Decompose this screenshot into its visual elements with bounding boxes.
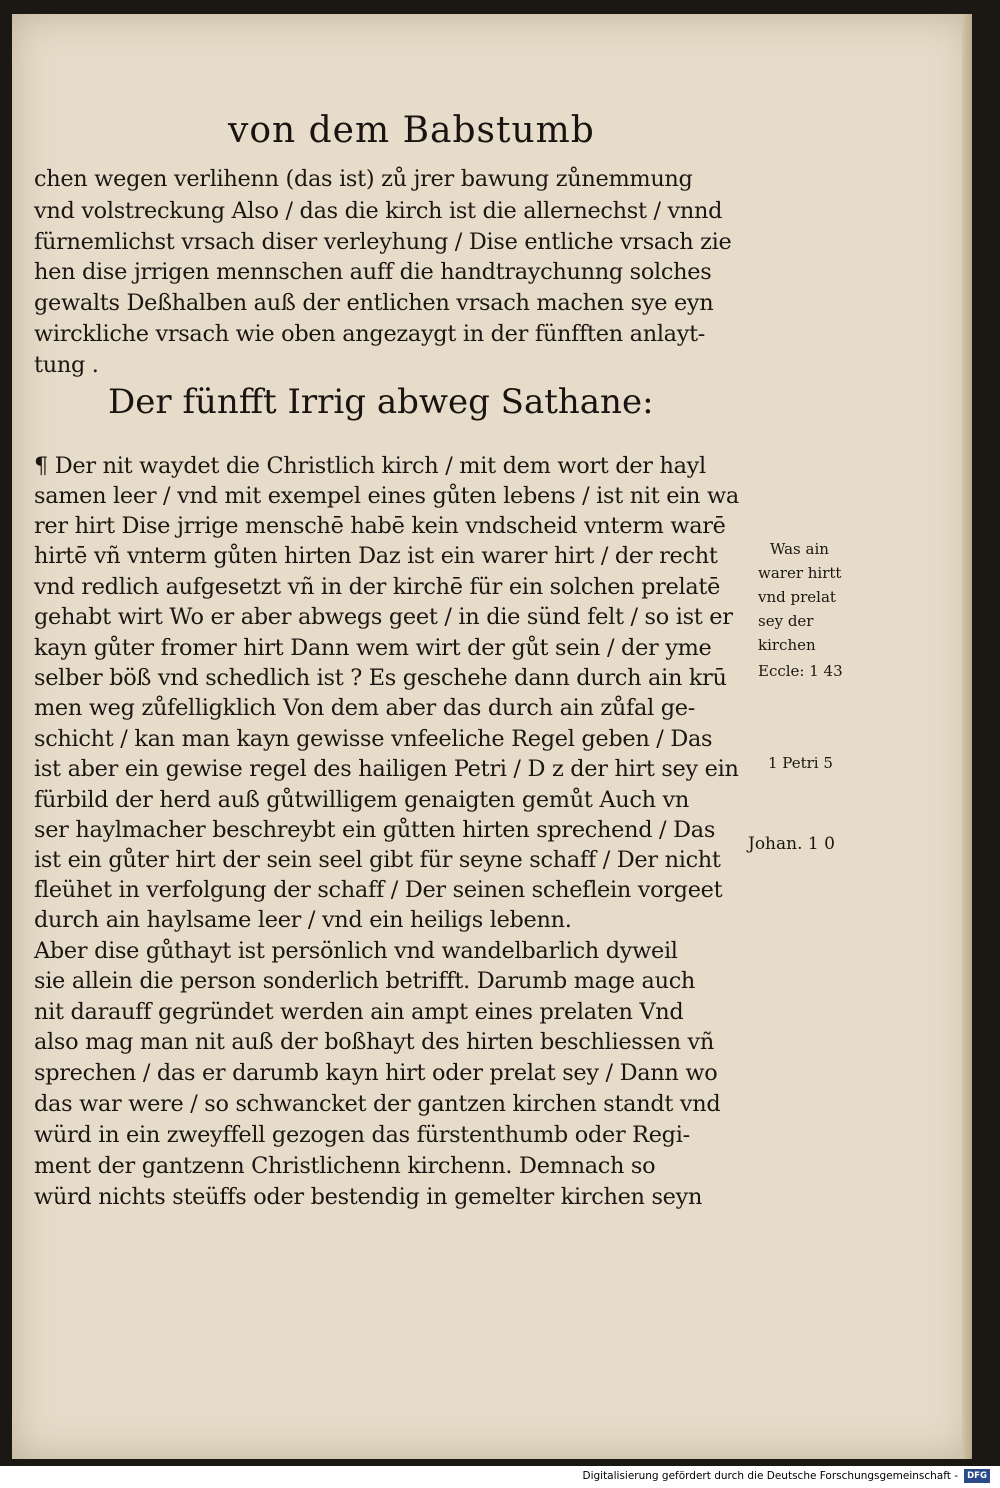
text-line: men weg zůfelligklich Von dem aber das durch ain zůfal ge-	[34, 695, 695, 721]
text-line: sprechen / das er darumb kayn hirt oder prelat sey / Dann wo	[34, 1060, 718, 1086]
text-line: würd in ein zweyffell gezogen das fürstenthumb oder Regi-	[34, 1122, 690, 1148]
text-line: fürnemlichst vrsach diser verleyhung / Dise entliche vrsach zie	[34, 229, 732, 255]
page-edge	[962, 14, 972, 1459]
text-line: vnd redlich aufgesetzt vñ in der kirchē für ein solchen prelatē	[34, 574, 721, 600]
text-line: würd nichts steüffs oder bestendig in gemelter kirchen seyn	[34, 1184, 703, 1210]
margin-note: warer hirtt	[758, 564, 842, 582]
text-line: ment der gantzenn Christlichenn kirchenn. Demnach so	[34, 1153, 656, 1179]
text-line: ser haylmacher beschreybt ein gůtten hirten sprechend / Das	[34, 817, 716, 843]
margin-note: Eccle: 1 43	[758, 662, 843, 680]
margin-note: vnd prelat	[758, 588, 836, 606]
text-line: ist aber ein gewise regel des hailigen Petri / D z der hirt sey ein	[34, 756, 739, 782]
text-line: nit darauff gegründet werden ain ampt eines prelaten Vnd	[34, 999, 684, 1025]
text-line: das war were / so schwancket der gantzen kirchen standt vnd	[34, 1091, 721, 1117]
text-line: sie allein die person sonderlich betrifft. Darumb mage auch	[34, 968, 696, 994]
text-line: schicht / kan man kayn gewisse vnfeeliche Regel geben / Das	[34, 726, 713, 752]
text-line: gewalts Deßhalben auß der entlichen vrsach machen sye eyn	[34, 290, 714, 316]
text-line: tung .	[34, 352, 99, 378]
text-line: rer hirt Dise jrrige menschē habē kein vndscheid vnterm warē	[34, 513, 726, 539]
text-line: ist ein gůter hirt der sein seel gibt für seyne schaff / Der nicht	[34, 847, 721, 873]
margin-note: Was ain	[770, 540, 829, 558]
text-line: ¶ Der nit waydet die Christlich kirch / mit dem wort der hayl	[34, 453, 706, 479]
text-line: selber böß vnd schedlich ist ? Es geschehe dann durch ain krū	[34, 665, 727, 691]
text-line: fleühet in verfolgung der schaff / Der seinen scheflein vorgeet	[34, 877, 723, 903]
text-line: Aber dise gůthayt ist persönlich vnd wandelbarlich dyweil	[34, 938, 678, 964]
funding-notice: Digitalisierung gefördert durch die Deutsche Forschungsgemeinschaft -	[582, 1470, 958, 1482]
text-line: chen wegen verlihenn (das ist) zů jrer bawung zůnemmung	[34, 166, 693, 192]
text-line: wirckliche vrsach wie oben angezaygt in der fünfften anlayt-	[34, 321, 706, 347]
text-line: hen dise jrrigen mennschen auff die handtraychunng solches	[34, 259, 712, 285]
text-line: kayn gůter fromer hirt Dann wem wirt der gůt sein / der yme	[34, 635, 712, 661]
text-line: hirtē vñ vnterm gůten hirten Daz ist ein warer hirt / der recht	[34, 543, 718, 569]
text-line: gehabt wirt Wo er aber abwegs geet / in die sünd felt / so ist er	[34, 604, 733, 630]
margin-note: sey der	[758, 612, 814, 630]
section-heading: Der fünfft Irrig abweg Sathane:	[108, 382, 654, 422]
running-head: von dem Babstumb	[228, 110, 595, 151]
dfg-logo-icon: DFG	[964, 1469, 990, 1483]
text-line: durch ain haylsame leer / vnd ein heiligs lebenn.	[34, 907, 572, 933]
margin-note: Johan. 1 0	[748, 834, 835, 854]
text-line: also mag man nit auß der boßhayt des hirten beschliessen vñ	[34, 1029, 715, 1055]
text-line: fürbild der herd auß gůtwilligem genaigten gemůt Auch vn	[34, 787, 690, 813]
text-line: samen leer / vnd mit exempel eines gůten lebens / ist nit ein wa	[34, 483, 739, 509]
margin-note: kirchen	[758, 636, 816, 654]
margin-note: 1 Petri 5	[768, 754, 833, 772]
text-line: vnd volstreckung Also / das die kirch ist die allernechst / vnnd	[34, 198, 723, 224]
